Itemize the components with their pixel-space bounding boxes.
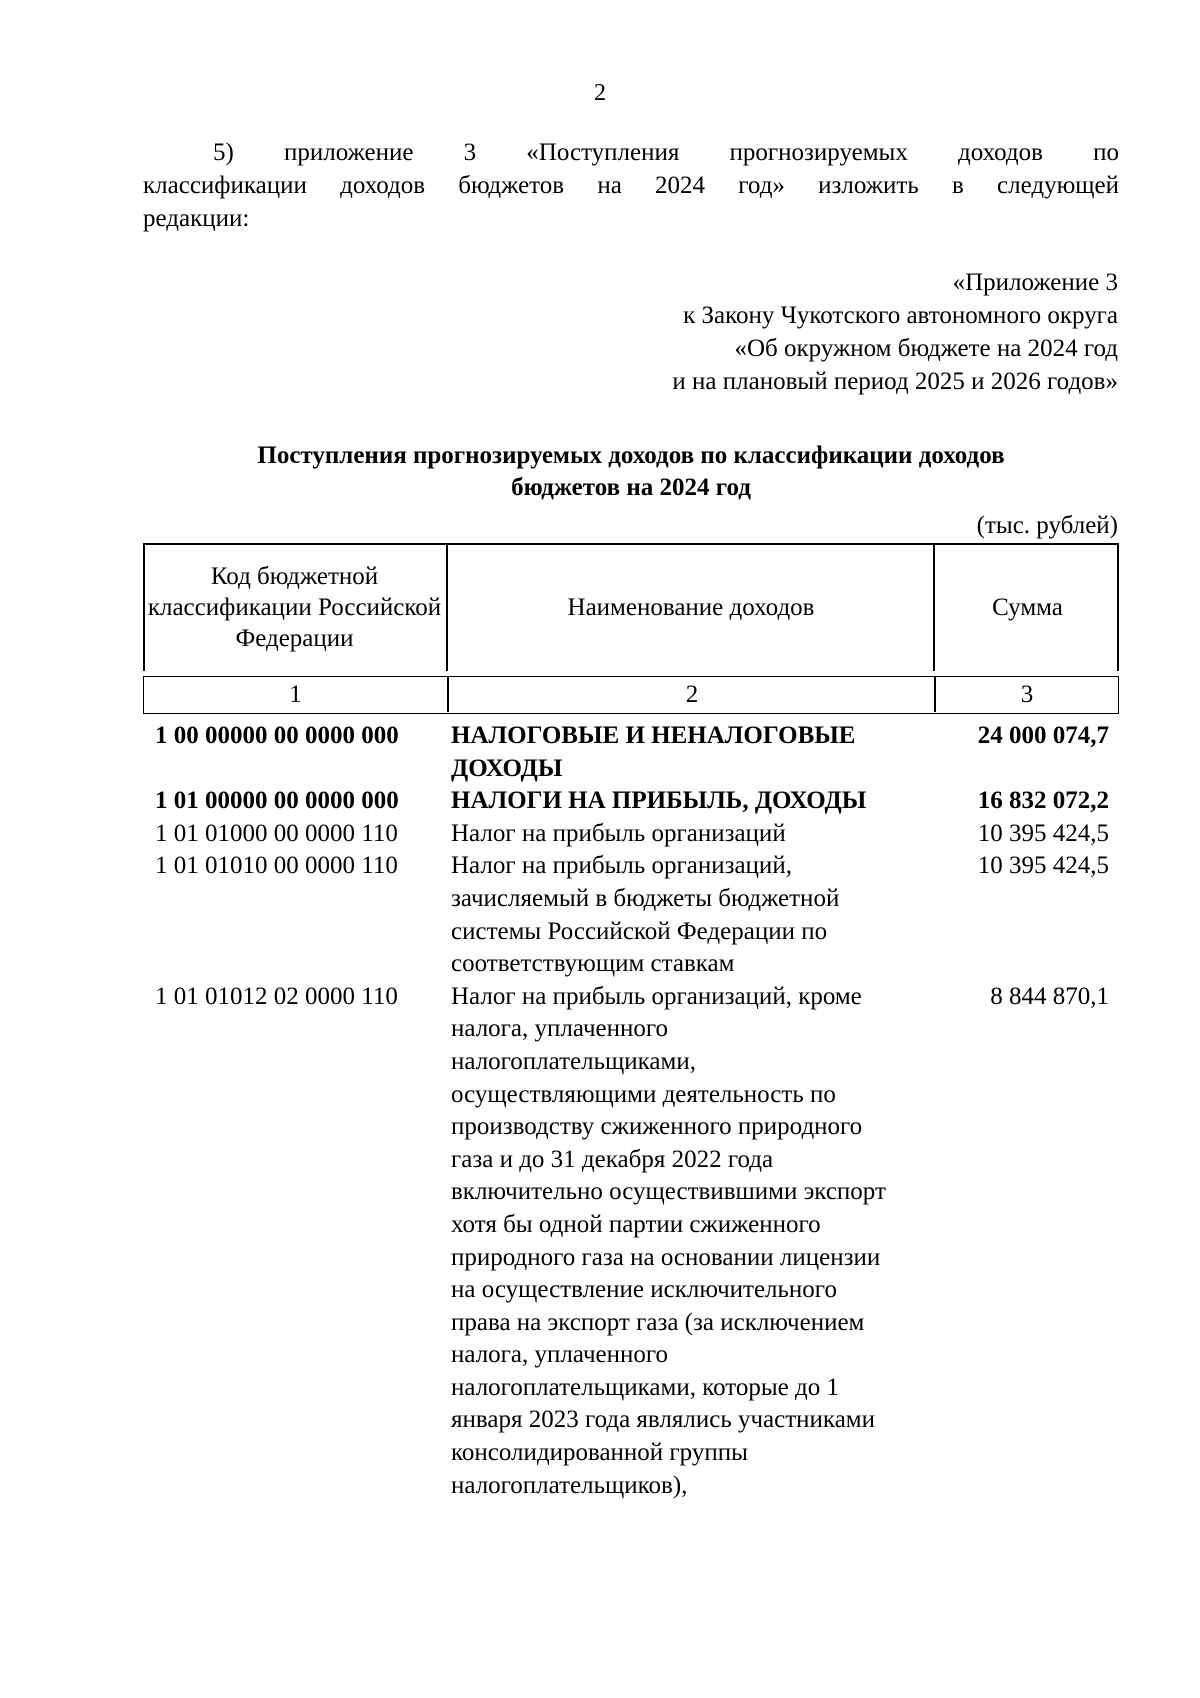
table-row [143, 818, 1119, 851]
appendix-line-1: «Приложение 3 [952, 269, 1118, 296]
appendix-line-3: «Об окружном бюджете на 2024 год [734, 335, 1118, 362]
title-line-1: Поступления прогнозируемых доходов по классификации доходов [257, 442, 1005, 469]
appendix-header [418, 266, 1118, 398]
table-row [143, 981, 1119, 1503]
intro-paragraph [143, 136, 1119, 235]
column-number-3: 3 [1020, 680, 1034, 708]
intro-line-1: 5) приложение 3 «Поступления прогнозируемых доходов по [213, 139, 1119, 166]
row-name: Налог на прибыль организаций, кроме налога, уплаченного налогоплательщиками, осуществляющими деятельность по производству сжиженного природного газа и до 31 декабря 2022 года включительно осуществившими экспорт хотя бы одной партии сжиженного природного газа на основании лицензии на осуществление исключительного права на экспорт газа (за исключением налога, уплаченного налогоплательщиками, которые до 1 января 2023 года являлись участниками консолидированной группы налогоплательщиков), [451, 982, 886, 1499]
table-row [143, 850, 1119, 980]
table-body [143, 720, 1119, 1502]
column-numbers-row [143, 676, 1119, 714]
column-number-2: 2 [685, 680, 699, 708]
table-row [143, 785, 1119, 818]
row-sum: 10 395 424,5 [977, 852, 1109, 880]
page-number: 2 [594, 80, 606, 106]
document-title [143, 440, 1119, 504]
row-sum: 24 000 074,7 [977, 722, 1109, 749]
row-code: 1 01 01000 00 0000 110 [155, 819, 398, 847]
header-name: Наименование доходов [567, 593, 815, 621]
header-sum: Сумма [992, 593, 1063, 621]
row-name: НАЛОГИ НА ПРИБЫЛЬ, ДОХОДЫ [451, 787, 867, 815]
row-code: 1 01 01012 02 0000 110 [155, 982, 398, 1010]
table-row [143, 720, 1119, 785]
table-header [143, 543, 1119, 671]
row-code: 1 01 01010 00 0000 110 [155, 852, 398, 880]
appendix-line-2: к Закону Чукотского автономного округа [683, 302, 1118, 329]
row-code: 1 01 00000 00 0000 000 [155, 787, 399, 815]
units-label: (тыс. рублей) [976, 512, 1118, 539]
intro-line-2: классификации доходов бюджетов на 2024 год» изложить в следующей [143, 172, 1119, 199]
appendix-line-4: и на плановый период 2025 и 2026 годов» [672, 368, 1118, 395]
row-sum: 8 844 870,1 [990, 982, 1109, 1010]
row-sum: 10 395 424,5 [977, 819, 1109, 847]
title-line-2: бюджетов на 2024 год [511, 474, 751, 501]
intro-line-3: редакции: [143, 205, 250, 232]
column-number-1: 1 [289, 680, 302, 708]
row-name: Налог на прибыль организаций [451, 819, 786, 847]
row-name: Налог на прибыль организаций, зачисляемый в бюджеты бюджетной системы Российской Федерации по соответствующим ставкам [451, 852, 840, 978]
header-code: Код бюджетной классификации Российской Федерации [147, 562, 442, 652]
row-sum: 16 832 072,2 [977, 787, 1109, 815]
row-name: НАЛОГОВЫЕ И НЕНАЛОГОВЫЕ ДОХОДЫ [451, 722, 856, 782]
row-code: 1 00 00000 00 0000 000 [155, 722, 399, 749]
